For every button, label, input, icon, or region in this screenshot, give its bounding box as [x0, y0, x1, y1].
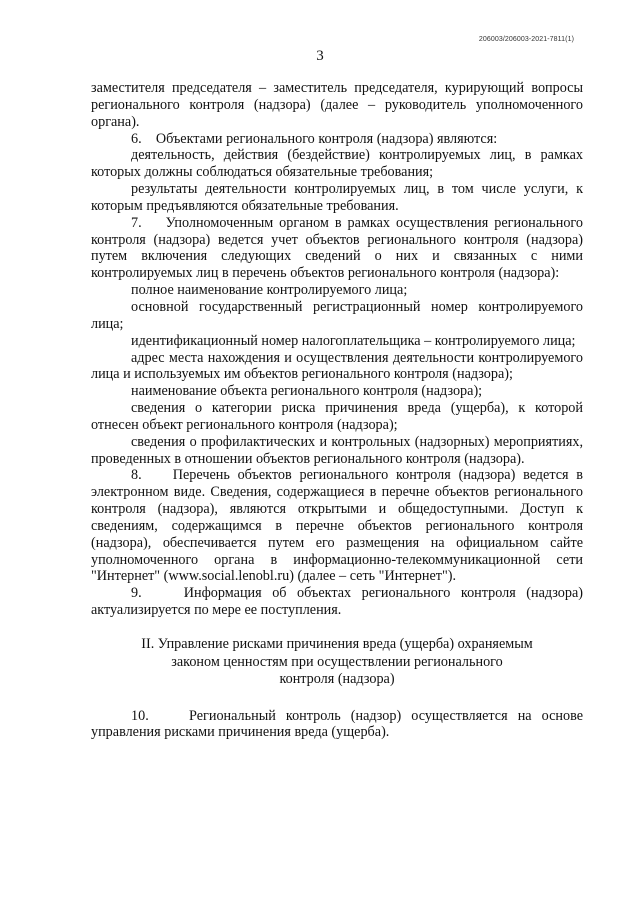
paragraph: сведения о профилактических и контрольных (надзорных) мероприятиях, проведенных в отношении объектов регионального контроля (надзора). — [91, 433, 583, 467]
section-heading — [91, 636, 583, 689]
paragraph: наименование объекта регионального контроля (надзора); — [131, 383, 483, 400]
paragraph-item-10: 10. Региональный контроль (надзор) осуществляется на основе управления рисками причинения вреда (ущерба). — [91, 707, 583, 741]
page-number: 3 — [316, 48, 324, 64]
paragraph-item-8: 8. Перечень объектов регионального контроля (надзора) ведется в электронном виде. Сведения, содержащиеся в перечне объектов регионального контроля (надзора), являются открытыми и общедоступными. Доступ к сведениям, содержащимся в перечне объектов регионального контроля (надзора), обеспечивается путем его размещения на официальном сайте уполномоченного органа в информационно-телекоммуникационной сети "Интернет" (www.social.lenobl.ru) (далее – сеть "Интернет"). — [91, 467, 583, 585]
paragraph: адрес места нахождения и осуществления деятельности контролируемого лица и используемых им объектов регионального контроля (надзора); — [91, 349, 583, 383]
paragraph: деятельность, действия (бездействие) контролируемых лиц, в рамках которых должны соблюдаться обязательные требования; — [91, 147, 583, 181]
paragraph: результаты деятельности контролируемых лиц, в том числе услуги, к которым предъявляются обязательные требования. — [91, 181, 583, 214]
document-body — [91, 80, 583, 741]
paragraph-item-7: 7. Уполномоченным органом в рамках осуществления регионального контроля (надзора) ведется учет объектов регионального контроля (надзора) путем включения следующих сведений о них и связанных с ними контролируемых лиц в перечень объектов регионального контроля (надзора): — [91, 214, 583, 282]
paragraph: сведения о категории риска причинения вреда (ущерба), к которой отнесен объект регионального контроля (надзора); — [91, 400, 583, 433]
paragraph-continuation: заместителя председателя – заместитель председателя, курирующий вопросы регионального контроля (надзора) (далее – руководитель уполномоченного органа). — [91, 80, 583, 130]
document-id: 206003/206003-2021-7811(1) — [478, 36, 574, 43]
section-heading-line: контроля (надзора) — [279, 671, 395, 687]
paragraph-item-6: 6. Объектами регионального контроля (надзора) являются: — [131, 130, 498, 147]
paragraph: основной государственный регистрационный номер контролируемого лица; — [91, 298, 583, 332]
paragraph: полное наименование контролируемого лица; — [131, 282, 408, 299]
paragraph: идентификационный номер налогоплательщика – контролируемого лица; — [131, 332, 576, 349]
section-heading-line: законом ценностям при осуществлении регионального — [171, 653, 503, 670]
paragraph-item-9: 9. Информация об объектах регионального контроля (надзора) актуализируется по мере ее поступления. — [91, 585, 583, 619]
section-heading-line: II. Управление рисками причинения вреда (ущерба) охраняемым — [141, 636, 533, 652]
